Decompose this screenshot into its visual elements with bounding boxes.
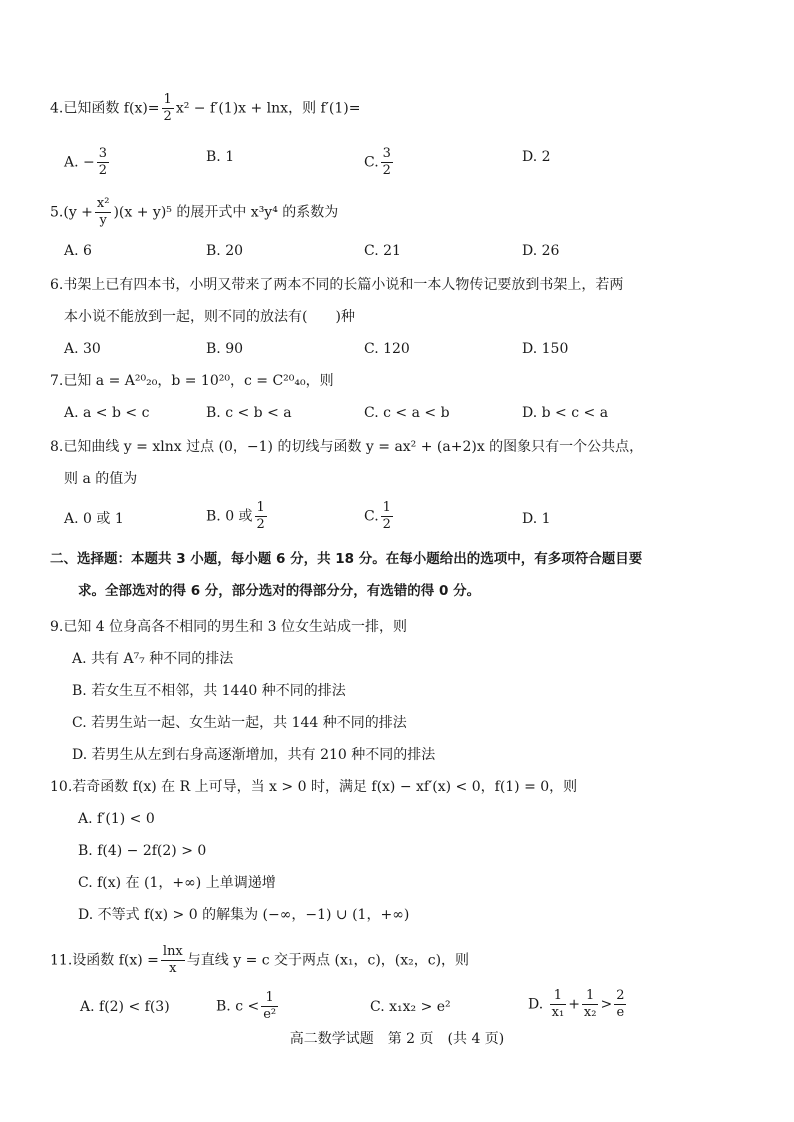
q9-option-a: A. 共有 A⁷₇ 种不同的排法 (72, 651, 234, 667)
q6-option-c: C. 120 (364, 341, 410, 357)
question-6-stem-line2: 本小说不能放到一起，则不同的放法有( )种 (64, 309, 355, 325)
section-2-heading-line1: 二、选择题：本题共 3 小题，每小题 6 分，共 18 分。在每小题给出的选项中，有多项符合题目要 (50, 551, 643, 567)
q8-option-a: A. 0 或 1 (64, 511, 124, 527)
q4-option-d: D. 2 (522, 149, 551, 165)
question-6-stem-line1: 6.书架上已有四本书，小明又带来了两本不同的长篇小说和一本人物传记要放到书架上，若两 (50, 277, 624, 293)
question-7-stem: 7.已知 a = A²⁰₂₀，b = 10²⁰，c = C²⁰₄₀，则 (50, 373, 334, 389)
q4-fraction: $\frac{1}{2}$ (163, 92, 172, 124)
q6-option-a: A. 30 (64, 341, 101, 357)
section-2-heading-line2: 求。全部选对的得 6 分，部分选对的得部分分，有选错的得 0 分。 (78, 583, 481, 599)
question-9-stem: 9.已知 4 位身高各不相同的男生和 3 位女生站成一排，则 (50, 619, 407, 635)
q9-option-b: B. 若女生互不相邻，共 1440 种不同的排法 (72, 683, 346, 699)
q10-option-a: A. f′(1) < 0 (78, 811, 155, 827)
question-10-stem: 10.若奇函数 f(x) 在 R 上可导，当 x > 0 时，满足 f(x) − xf′(x) < 0，f(1) = 0，则 (50, 779, 578, 795)
q8-option-c: C. $\frac{1}{2}$ (364, 500, 391, 532)
q7-option-d: D. b < c < a (522, 405, 609, 421)
page-footer: 高二数学试题 第 2 页 (共 4 页) (289, 1031, 505, 1047)
q4-option-b: B. 1 (206, 149, 235, 165)
q5-option-c: C. 21 (364, 243, 401, 259)
q10-option-b: B. f(4) − 2f(2) > 0 (78, 843, 207, 859)
q11-option-a: A. f(2) < f(3) (80, 999, 170, 1015)
q8-option-d: D. 1 (522, 511, 551, 527)
q9-option-d: D. 若男生从左到右身高逐渐增加，共有 210 种不同的排法 (72, 747, 436, 763)
question-8-stem-line1: 8.已知曲线 y = xlnx 过点 (0，−1) 的切线与函数 y = ax² + (a+2)x 的图象只有一个公共点， (50, 439, 644, 455)
question-11-stem: 11.设函数 f(x) = $\frac{\ln x}{x}$ 与直线 y = c 交于两点 (x₁，c)，(x₂，c)，则 (50, 944, 470, 976)
q5-option-d: D. 26 (522, 243, 560, 259)
q9-option-c: C. 若男生站一起、女生站一起，共 144 种不同的排法 (72, 715, 407, 731)
q11-option-b: B. c < $\frac{1}{\text{e²}}$ (216, 990, 277, 1022)
question-5-stem: 5.(y + $\frac{\text{x²}}{y}$ )(x + y)⁵ 的展开式中 x³y⁴ 的系数为 (50, 196, 339, 228)
q8-option-b: B. 0 或 $\frac{1}{2}$ (206, 500, 265, 532)
q11-option-c: C. x₁x₂ > e² (370, 999, 451, 1015)
q4-text-pre: 4.已知函数 f(x)= (50, 100, 160, 117)
q4-option-a: A. − $\frac{3}{2}$ (64, 146, 108, 178)
q7-option-c: C. c < a < b (364, 405, 450, 421)
q5-option-a: A. 6 (64, 243, 92, 259)
q6-option-b: B. 90 (206, 341, 244, 357)
q10-option-d: D. 不等式 f(x) > 0 的解集为 (−∞，−1) ∪ (1，+∞) (78, 907, 410, 923)
q5-option-b: B. 20 (206, 243, 244, 259)
q10-option-c: C. f(x) 在 (1，+∞) 上单调递增 (78, 875, 276, 891)
q4-text-post: x² − f′(1)x + lnx，则 f′(1)= (175, 100, 361, 117)
q6-option-d: D. 150 (522, 341, 569, 357)
q7-option-b: B. c < b < a (206, 405, 292, 421)
question-8-stem-line2: 则 a 的值为 (64, 471, 138, 487)
q4-option-c: C. $\frac{3}{2}$ (364, 146, 391, 178)
question-4-stem (50, 92, 360, 125)
q11-option-d: D. $\frac{1}{\text{x₁}}$ + $\frac{1}{\text{x₂}}$ > $\frac{2}{e}$ (528, 988, 625, 1020)
q7-option-a: A. a < b < c (64, 405, 150, 421)
